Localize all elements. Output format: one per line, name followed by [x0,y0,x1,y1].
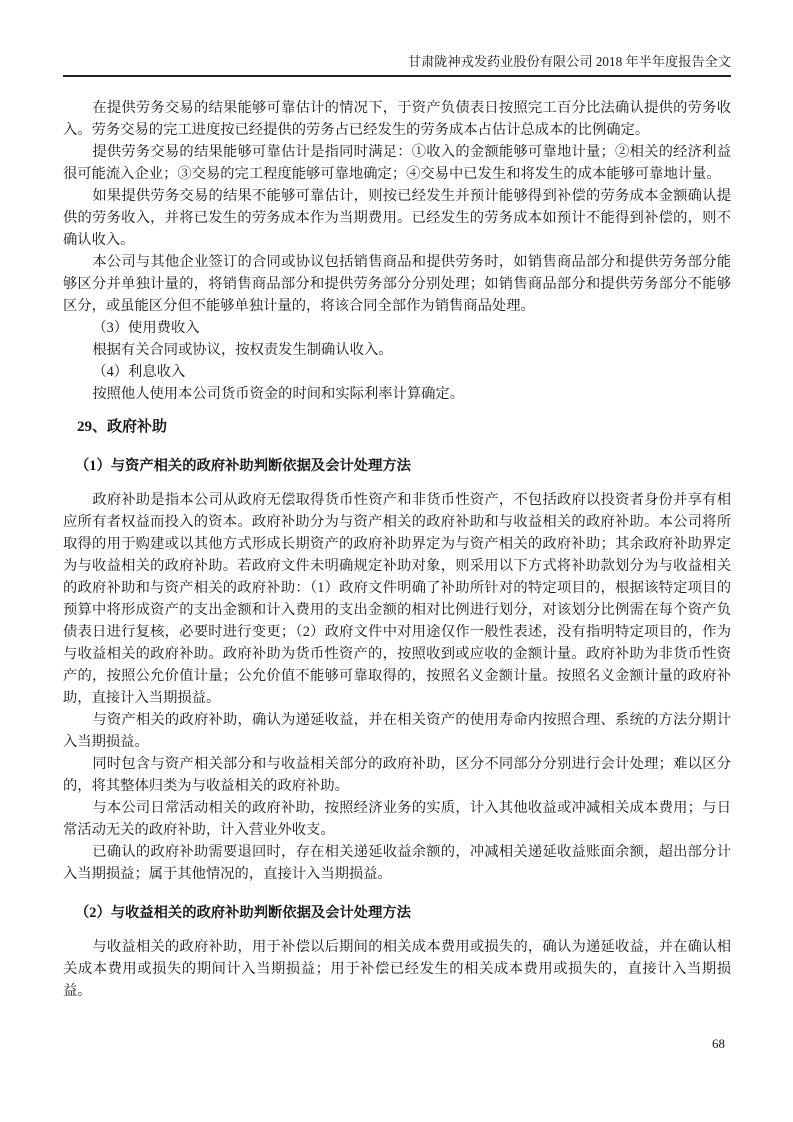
document-body [63,97,731,1002]
section-heading-29-government-grants: 29、政府补助 [77,419,168,435]
paragraph-income-related-grant-method: 与收益相关的政府补助，用于补偿以后期间的相关成本费用或损失的，确认为递延收益，并在确认相关成本费用或损失的期间计入当期损益；用于补偿已经发生的相关成本费用或损失的，直接计入当期损益。 [63,939,731,999]
paragraph-grant-split-treatment: 同时包含与资产相关部分和与收益相关部分的政府补助，区分不同部分分别进行会计处理；难以区分的，将其整体归类为与收益相关的政府补助。 [63,756,731,794]
page-number: 68 [712,1036,725,1051]
paragraph-interest-income-method: 按照他人使用本公司货币资金的时间和实际利率计算确定。 [92,386,465,402]
paragraph-grant-definition: 政府补助是指本公司从政府无偿取得货币性资产和非货币性资产，不包括政府以投资者身份并享有相应所有者权益而投入的资本。政府补助分为与资产相关的政府补助和与收益相关的政府补助。本公司将所取得的用于购建或以其他方式形成长期资产的政府补助界定为与资产相关的政府补助；其余政府补助界定为与收益相关的政府补助。若政府文件未明确规定补助对象，则采用以下方式将补助款划分为与收益相关的政府补助和与资产相关的政府补助：（1）政府文件明确了补助所针对的特定项目的，根据该特定项目的预算中将形成资产的支出金额和计入费用的支出金额的相对比例进行划分，对该划分比例需在每个资产负债表日进行复核，必要时进行变更；（2）政府文件中对用途仅作一般性表述，没有指明特定项目的，作为与收益相关的政府补助。政府补助为货币性资产的，按照收到或应收的金额计量。政府补助为非货币性资产的，按照公允价值计量；公允价值不能够可靠取得的，按照名义金额计量。按照名义金额计量的政府补助，直接计入当期损益。 [63,492,731,706]
subsection-heading-asset-related-grants: （1）与资产相关的政府补助判断依据及会计处理方法 [75,458,411,474]
paragraph-reliable-estimate-conditions: 提供劳务交易的结果能够可靠估计是指同时满足：①收入的金额能够可靠地计量；②相关的经济利益很可能流入企业；③交易的完工程度能够可靠地确定；④交易中已发生和将发生的成本能够可靠地计量。 [63,144,731,182]
paragraph-grant-refund: 已确认的政府补助需要退回时，存在相关递延收益余额的，冲减相关递延收益账面余额，超出部分计入当期损益；属于其他情况的，直接计入当期损益。 [63,844,731,882]
paragraph-grant-daily-activities: 与本公司日常活动相关的政府补助，按照经济业务的实质，计入其他收益或冲减相关成本费用；与日常活动无关的政府补助，计入营业外收支。 [63,800,731,838]
report-header-title: 甘肃陇神戎发药业股份有限公司 2018 年半年度报告全文 [407,54,731,69]
paragraph-royalty-income-method: 根据有关合同或协议，按权责发生制确认收入。 [92,342,393,358]
paragraph-royalty-income-label: （3）使用费收入 [92,320,200,336]
paragraph-asset-grant-deferred-income: 与资产相关的政府补助，确认为递延收益，并在相关资产的使用寿命内按照合理、系统的方法分期计入当期损益。 [63,712,731,750]
paragraph-interest-income-label: （4）利息收入 [92,364,186,380]
paragraph-service-revenue-reliable: 在提供劳务交易的结果能够可靠估计的情况下，于资产负债表日按照完工百分比法确认提供的劳务收入。劳务交易的完工进度按已经提供的劳务占已经发生的劳务成本占估计总成本的比例确定。 [63,100,731,138]
subsection-heading-income-related-grants: （2）与收益相关的政府补助判断依据及会计处理方法 [75,905,411,921]
page-header [63,0,731,77]
paragraph-unreliable-estimate: 如果提供劳务交易的结果不能够可靠估计，则按已经发生并预计能够得到补偿的劳务成本金额确认提供的劳务收入，并将已发生的劳务成本作为当期费用。已经发生的劳务成本如预计不能得到补偿的，则不确认收入。 [63,188,731,248]
paragraph-mixed-contracts: 本公司与其他企业签订的合同或协议包括销售商品和提供劳务时，如销售商品部分和提供劳务部分能够区分并单独计量的，将销售商品部分和提供劳务部分分别处理；如销售商品部分和提供劳务部分不能够区分，或虽能区分但不能够单独计量的，将该合同全部作为销售商品处理。 [63,254,731,314]
